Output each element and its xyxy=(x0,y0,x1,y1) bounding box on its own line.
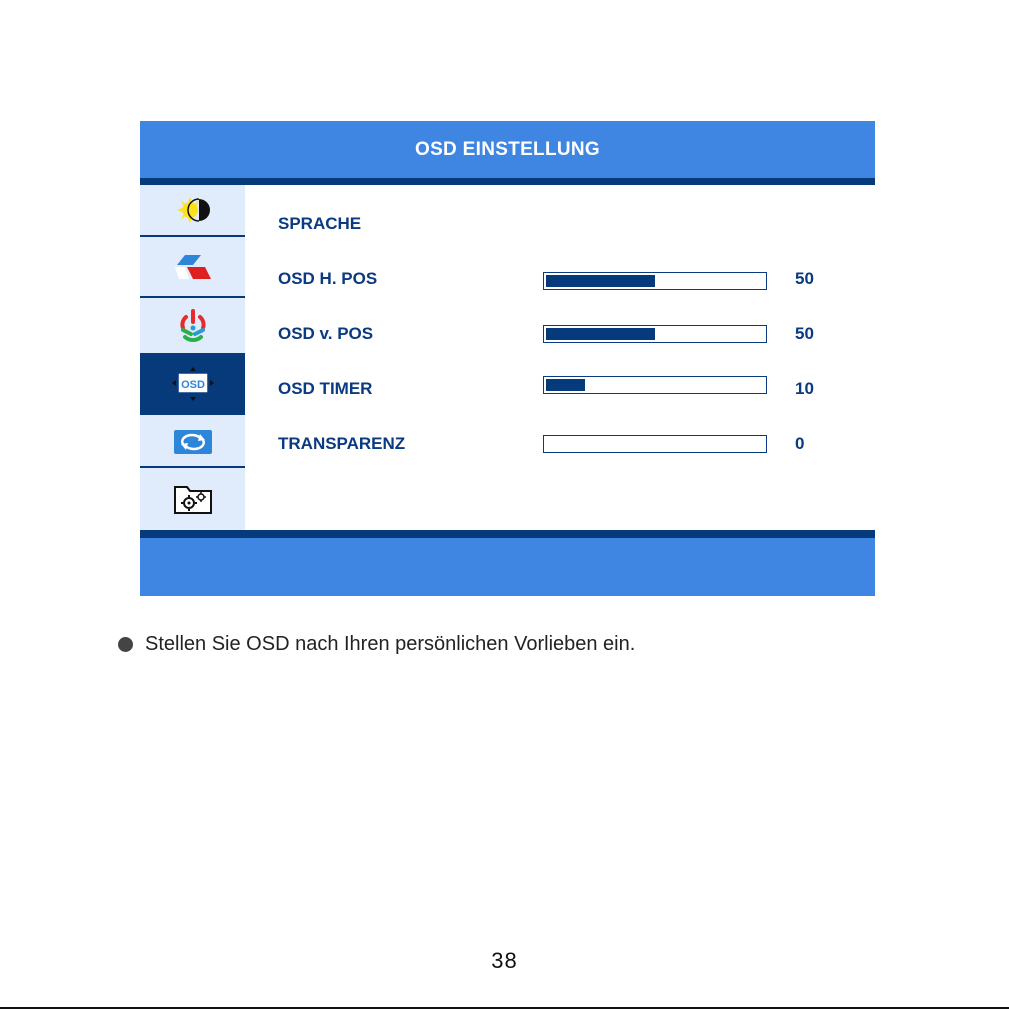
brightness-contrast-icon xyxy=(173,195,213,225)
osd-sidebar xyxy=(140,185,245,530)
sidebar-item-reset[interactable] xyxy=(140,415,245,468)
reset-icon xyxy=(173,429,213,455)
image-position-icon xyxy=(171,251,215,283)
osd-settings-list xyxy=(245,185,875,530)
page-number: 38 xyxy=(491,948,518,973)
transparency-value: 0 xyxy=(795,434,805,453)
menu-item-h-pos[interactable]: OSD H. POS xyxy=(278,269,378,288)
bullet-icon xyxy=(118,637,133,652)
osd-footer xyxy=(140,538,875,596)
header-divider xyxy=(140,178,875,185)
sidebar-item-brightness[interactable] xyxy=(140,185,245,235)
sidebar-item-osd[interactable] xyxy=(140,353,245,415)
h-pos-value: 50 xyxy=(795,269,814,288)
sidebar-item-color[interactable] xyxy=(140,298,245,353)
h-pos-slider[interactable] xyxy=(543,272,767,290)
color-settings-icon xyxy=(175,308,211,344)
instruction-note xyxy=(118,633,635,656)
menu-item-v-pos[interactable]: OSD v. POS xyxy=(278,324,374,343)
timer-slider[interactable] xyxy=(543,376,767,394)
menu-item-language[interactable]: SPRACHE xyxy=(278,214,362,233)
footer-divider xyxy=(140,530,875,538)
osd-menu xyxy=(140,121,875,596)
menu-item-timer[interactable]: OSD TIMER xyxy=(278,379,373,398)
timer-value: 10 xyxy=(795,379,814,398)
osd-settings-icon xyxy=(172,367,214,401)
sidebar-item-misc[interactable] xyxy=(140,468,245,530)
v-pos-value: 50 xyxy=(795,324,814,343)
v-pos-slider[interactable] xyxy=(543,325,767,343)
osd-title: OSD EINSTELLUNG xyxy=(140,121,875,178)
transparency-slider[interactable] xyxy=(543,435,767,453)
sidebar-item-image[interactable] xyxy=(140,237,245,296)
osd-icon-label: OSD xyxy=(180,379,205,391)
misc-settings-icon xyxy=(173,483,213,515)
slider-fill xyxy=(546,275,655,287)
slider-fill xyxy=(546,328,655,340)
slider-fill xyxy=(546,379,585,391)
instruction-text: Stellen Sie OSD nach Ihren persönlichen Vorlieben ein. xyxy=(145,633,636,655)
menu-item-transparency[interactable]: TRANSPARENZ xyxy=(278,434,406,453)
